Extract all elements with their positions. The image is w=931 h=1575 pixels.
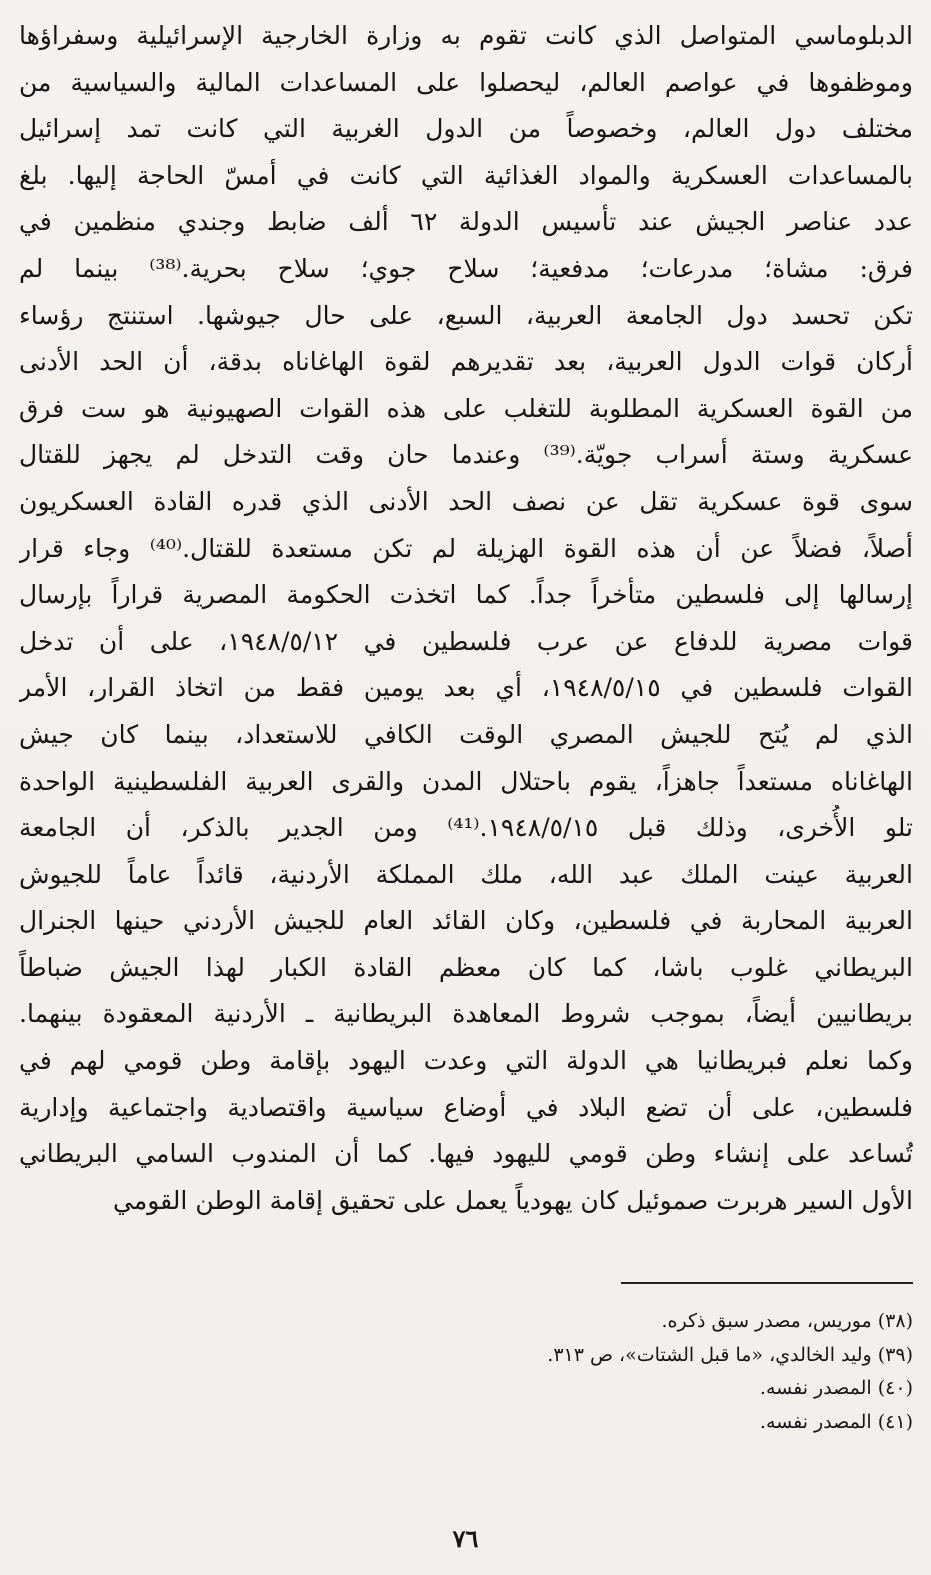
- text-line: الدبلوماسي المتواصل الذي كانت تقوم به وزارة الخارجية الإسرائيلية وسفراؤها: [19, 21, 913, 50]
- text-line: البريطاني غلوب باشا، كما كان معظم القادة الكبار لهذا الجيش ضباطاً: [19, 952, 913, 982]
- text-line: القوات فلسطين في ١٩٤٨/٥/١٥، أي بعد يومين فقط من اتخاذ القرار، الأمر: [19, 673, 913, 703]
- text-line: الهاغاناه مستعداً جاهزاً، يقوم باحتلال المدن والقرى العربية الفلسطينية الواحدة: [19, 766, 913, 796]
- text-line: بالمساعدات العسكرية والمواد الغذائية التي كانت في أمسّ الحاجة إليها. بلغ: [19, 160, 913, 190]
- text-line: من القوة العسكرية المطلوبة للتغلب على هذه القوات الصهيونية هو ست فرق: [19, 393, 913, 423]
- text-line: سوى قوة عسكرية تقل عن نصف الحد الأدنى الذي قدره القادة العسكريون: [19, 486, 913, 516]
- footnote-41: (٤١) المصدر نفسه.: [759, 1410, 913, 1433]
- body-text: [19, 13, 913, 1224]
- footnote-40: (٤٠) المصدر نفسه.: [759, 1377, 913, 1399]
- page-number: ٧٦: [452, 1524, 479, 1553]
- text-line: وموظفوها في عواصم العالم، ليحصلوا على المساعدات المالية والسياسية من: [19, 67, 913, 97]
- text-line: فلسطين، على أن تضع البلاد في أوضاع سياسية واقتصادية واجتماعية وإدارية: [19, 1092, 913, 1122]
- text-line: مختلف دول العالم، وخصوصاً من الدول الغربية التي كانت تمد إسرائيل: [19, 114, 913, 144]
- footnote-39: (٣٩) وليد الخالدي، «ما قبل الشتات»، ص ٣١٣.: [547, 1343, 913, 1366]
- text-line: العربية المحاربة في فلسطين، وكان القائد العام للجيش الأردني حينها الجنرال: [19, 906, 913, 936]
- text-line: تكن تحسد دول الجامعة العربية، السبع، على حال جيوشها. استنتج رؤساء: [19, 300, 913, 330]
- text-line: تلو الأُخرى، وذلك قبل ١٩٤٨/٥/١٥.⁽⁴¹⁾ ومن الجدير بالذكر، أن الجامعة: [19, 813, 913, 843]
- text-line: وكما نعلم فبريطانيا هي الدولة التي وعدت اليهود بإقامة وطن قومي لهم في: [19, 1046, 913, 1076]
- text-line: فرق: مشاة؛ مدرعات؛ مدفعية؛ سلاح جوي؛ سلاح بحرية.⁽³⁸⁾ بينما لم: [19, 253, 913, 283]
- text-line: العربية عينت الملك عبد الله، ملك المملكة الأردنية، قائداً عاماً للجيوش: [19, 859, 913, 889]
- footnote-separator: [621, 1282, 913, 1284]
- text-line: أصلاً، فضلاً عن أن هذه القوة الهزيلة لم تكن مستعدة للقتال.⁽⁴⁰⁾ وجاء قرار: [19, 533, 913, 563]
- footnote-38: (٣٨) موريس، مصدر سبق ذكره.: [661, 1310, 913, 1332]
- text-line: الأول السير هربرت صموئيل كان يهودياً يعمل على تحقيق إقامة الوطن القومي: [113, 1185, 913, 1215]
- text-line: قوات مصرية للدفاع عن عرب فلسطين في ١٩٤٨/٥/١٢، على أن تدخل: [19, 626, 913, 656]
- text-line: إرسالها إلى فلسطين متأخراً جداً. كما اتخذت الحكومة المصرية قراراً بإرسال: [19, 580, 913, 610]
- text-line: عدد عناصر الجيش عند تأسيس الدولة ٦٢ ألف ضابط وجندي منظمين في: [19, 207, 913, 237]
- text-line: تُساعد على إنشاء وطن قومي لليهود فيها. كما أن المندوب السامي البريطاني: [19, 1139, 913, 1169]
- text-line: عسكرية وستة أسراب جويّة.⁽³⁹⁾ وعندما حان وقت التدخل لم يجهز للقتال: [19, 440, 913, 470]
- text-line: بريطانيين أيضاً، بموجب شروط المعاهدة البريطانية ـ الأردنية المعقودة بينهما.: [19, 999, 913, 1029]
- text-line: أركان قوات الدول العربية، بعد تقديرهم لقوة الهاغاناه بدقة، أن الحد الأدنى: [19, 347, 913, 377]
- text-line: الذي لم يُتح للجيش المصري الوقت الكافي للاستعداد، بينما كان جيش: [19, 719, 913, 749]
- footnotes: [213, 1305, 913, 1439]
